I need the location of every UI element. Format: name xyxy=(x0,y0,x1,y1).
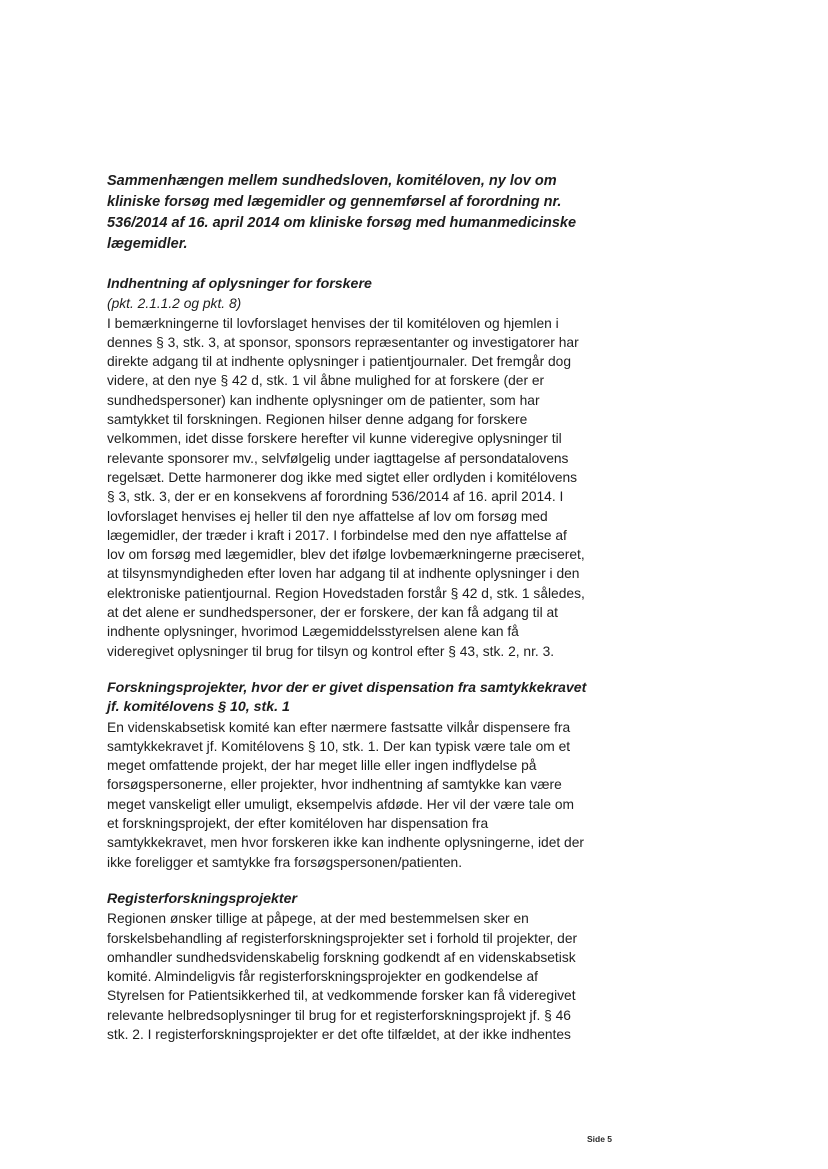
section-data-access xyxy=(107,275,627,661)
section-body: I bemærkningerne til lovforslaget henvises der til komitéloven og hjemlen i dennes § 3, stk. 3, at sponsor, sponsors repræsentanter og investigatorer har direkte adgang til at indhente oplysninger i patientjournaler. Det fremgår dog videre, at den nye § 42 d, stk. 1 vil åbne mulighed for at forskere (der er sundhedspersoner) kan indhente oplysninger om de patienter, som har samtykket til forskningen. Regionen hilser denne adgang for forskere velkommen, idet disse forskere herefter vil kunne videregive oplysninger til relevante sponsorer mv., selvfølgelig under iagttagelse af persondatalovens regelsæt. Dette harmonerer dog ikke med sigtet eller ordlyden i komitélovens § 3, stk. 3, der er en konsekvens af forordning 536/2014 af 16. april 2014. I lovforslaget henvises ej heller til den nye affattelse af lov om forsøg med lægemidler, der træder i kraft i 2017. I forbindelse med den nye affattelse af lov om forsøg med lægemidler, blev det ifølge lovbemærkningerne præciseret, at tilsynsmyndigheden efter loven har adgang til at indhente oplysninger i den elektroniske patientjournal. Region Hovedstaden forstår § 42 d, stk. 1 således, at det alene er sundhedspersoner, der er forskere, der kan få adgang til at indhente oplysninger, hvorimod Lægemiddelsstyrelsen alene kan få videregivet oplysninger til brug for tilsyn og kontrol efter § 43, stk. 2, nr. 3. xyxy=(107,315,585,659)
section-body: En videnskabsetisk komité kan efter nærmere fastsatte vilkår dispensere fra samtykkekravet jf. Komitélovens § 10, stk. 1. Der kan typisk være tale om et meget omfattende projekt, der har meget lille eller ingen indflydelse på forsøgspersonerne, eller projekter, hvor indhentning af samtykke kan være meget vanskeligt eller umuligt, eksempelvis afdøde. Her vil der være tale om et forskningsprojekt, der efter komitéloven har dispensation fra samtykkekravet, men hvor forskeren ikke kan indhente oplysningerne, idet der ikke foreligger et samtykke fra forsøgspersonen/patienten. xyxy=(107,719,585,870)
section-reference: (pkt. 2.1.1.2 og pkt. 8) xyxy=(107,296,242,312)
document-content xyxy=(107,171,627,1044)
section-consent-dispensation xyxy=(107,679,627,872)
section-register-research xyxy=(107,890,627,1044)
section-heading: Forskningsprojekter, hvor der er givet dispensation fra samtykkekravet jf. komitélovens § 10, stk. 1 xyxy=(107,679,587,716)
section-body: Regionen ønsker tillige at påpege, at der med bestemmelsen sker en forskelsbehandling af registerforskningsprojekter set i forhold til projekter, der omhandler sundhedsvidenskabelig forskning godkendt af en videnskabsetisk komité. Almindeligvis får registerforskningsprojekter en godkendelse af Styrelsen for Patientsikkerhed til, at vedkommende forsker kan få videregivet relevante helbredsoplysninger til brug for et registerforskningsprojekt jf. § 46 stk. 2. I registerforskningsprojekter er det ofte tilfældet, at der ikke indhentes xyxy=(107,911,578,1042)
page-number: Side 5 xyxy=(587,1134,613,1144)
section-heading: Registerforskningsprojekter xyxy=(107,890,298,907)
section-heading: Indhentning af oplysninger for forskere xyxy=(107,276,372,292)
document-title: Sammenhængen mellem sundhedsloven, komitéloven, ny lov om kliniske forsøg med lægemidler og gennemførsel af forordning nr. 536/2014 af 16. april 2014 om kliniske forsøg med humanmedicinske lægemidler. xyxy=(107,173,577,252)
